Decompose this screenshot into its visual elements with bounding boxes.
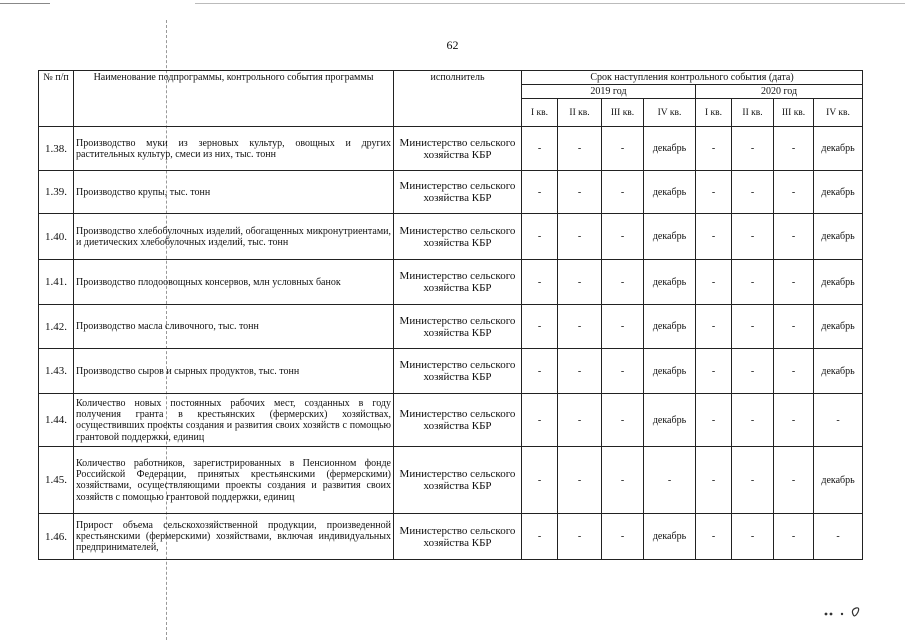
event-name: Производство масла сливочного, тыс. тонн	[74, 305, 394, 349]
quarter-value: -	[522, 260, 558, 305]
row-number: 1.42.	[39, 305, 74, 349]
row-number: 1.41.	[39, 260, 74, 305]
row-number: 1.38.	[39, 127, 74, 171]
header-quarter: II кв.	[558, 99, 602, 127]
quarter-value: -	[558, 349, 602, 394]
quarter-value: -	[602, 171, 644, 214]
header-executor: исполнитель	[394, 71, 522, 127]
quarter-value: -	[558, 394, 602, 447]
top-rule-left	[0, 3, 50, 4]
event-name: Производство муки из зерновых культур, овощных и других растительных культур, смеси из них, тыс. тонн	[74, 127, 394, 171]
quarter-value: -	[602, 447, 644, 514]
quarter-value: -	[696, 214, 732, 260]
quarter-value: -	[522, 394, 558, 447]
quarter-value: -	[732, 260, 774, 305]
header-quarter: III кв.	[774, 99, 814, 127]
quarter-value: -	[774, 349, 814, 394]
quarter-value: -	[696, 394, 732, 447]
quarter-value: -	[602, 514, 644, 560]
quarter-value: декабрь	[644, 394, 696, 447]
quarter-value: -	[814, 514, 863, 560]
executor: Министерство сельского хозяйства КБР	[394, 171, 522, 214]
quarter-value: -	[696, 349, 732, 394]
quarter-value: -	[696, 127, 732, 171]
header-quarter: I кв.	[522, 99, 558, 127]
executor: Министерство сельского хозяйства КБР	[394, 260, 522, 305]
quarter-value: -	[558, 514, 602, 560]
event-name: Производство плодоовощных консервов, млн условных банок	[74, 260, 394, 305]
table-row	[39, 394, 863, 447]
quarter-value: -	[696, 447, 732, 514]
event-name: Количество работников, зарегистрированных в Пенсионном фонде Российской Федерации, принятых крестьянскими (фермерскими) хозяйствами, осуществляющими проекты создания и развития своих хозяйств с помощью грантовой поддержки, единиц	[74, 447, 394, 514]
quarter-value: декабрь	[814, 447, 863, 514]
header-quarter: II кв.	[732, 99, 774, 127]
quarter-value: декабрь	[814, 171, 863, 214]
header-number: № п/п	[39, 71, 74, 127]
executor: Министерство сельского хозяйства КБР	[394, 305, 522, 349]
quarter-value: декабрь	[814, 305, 863, 349]
header-deadline: Срок наступления контрольного события (дата)	[522, 71, 863, 85]
header-year-2020: 2020 год	[696, 85, 863, 99]
executor: Министерство сельского хозяйства КБР	[394, 394, 522, 447]
quarter-value: -	[522, 127, 558, 171]
quarter-value: -	[732, 305, 774, 349]
executor: Министерство сельского хозяйства КБР	[394, 447, 522, 514]
table-row	[39, 305, 863, 349]
quarter-value: -	[558, 447, 602, 514]
quarter-value: -	[602, 349, 644, 394]
quarter-value: -	[558, 171, 602, 214]
quarter-value: -	[602, 214, 644, 260]
quarter-value: -	[602, 394, 644, 447]
quarter-value: -	[732, 127, 774, 171]
row-number: 1.43.	[39, 349, 74, 394]
quarter-value: -	[732, 514, 774, 560]
quarter-value: -	[602, 305, 644, 349]
quarter-value: декабрь	[644, 127, 696, 171]
table-row	[39, 514, 863, 560]
table-row	[39, 447, 863, 514]
quarter-value: -	[696, 171, 732, 214]
quarter-value: -	[774, 260, 814, 305]
quarter-value: декабрь	[644, 171, 696, 214]
quarter-value: декабрь	[814, 127, 863, 171]
quarter-value: -	[774, 214, 814, 260]
table-body	[39, 127, 863, 560]
quarter-value: -	[522, 171, 558, 214]
quarter-value: декабрь	[644, 260, 696, 305]
event-name: Количество новых постоянных рабочих мест, созданных в году получения гранта в крестьянских (фермерских) хозяйствах, осуществивших проекты создания и развития своих хозяйств с помощью грантовой поддержки, единиц	[74, 394, 394, 447]
quarter-value: -	[558, 127, 602, 171]
quarter-value: -	[558, 305, 602, 349]
quarter-value: -	[644, 447, 696, 514]
event-name: Производство сыров и сырных продуктов, тыс. тонн	[74, 349, 394, 394]
table-row	[39, 127, 863, 171]
quarter-value: -	[602, 127, 644, 171]
quarter-value: декабрь	[644, 305, 696, 349]
header-quarter: IV кв.	[814, 99, 863, 127]
quarter-value: -	[602, 260, 644, 305]
executor: Министерство сельского хозяйства КБР	[394, 514, 522, 560]
handwritten-mark-icon	[818, 604, 866, 620]
quarter-value: -	[732, 214, 774, 260]
executor: Министерство сельского хозяйства КБР	[394, 127, 522, 171]
quarter-value: -	[774, 171, 814, 214]
quarter-value: декабрь	[644, 514, 696, 560]
executor: Министерство сельского хозяйства КБР	[394, 349, 522, 394]
top-rule-right	[195, 3, 905, 4]
quarter-value: -	[774, 447, 814, 514]
scan-mark	[818, 604, 866, 624]
row-number: 1.40.	[39, 214, 74, 260]
event-name: Прирост объема сельскохозяйственной продукции, произведенной крестьянскими (фермерскими) хозяйствами, включая индивидуальных предпринимателей,	[74, 514, 394, 560]
quarter-value: декабрь	[644, 214, 696, 260]
row-number: 1.39.	[39, 171, 74, 214]
header-quarter: III кв.	[602, 99, 644, 127]
event-name: Производство крупы, тыс. тонн	[74, 171, 394, 214]
table-header	[39, 71, 863, 127]
header-quarter: I кв.	[696, 99, 732, 127]
header-year-2019: 2019 год	[522, 85, 696, 99]
quarter-value: -	[522, 305, 558, 349]
quarter-value: -	[696, 305, 732, 349]
quarter-value: декабрь	[814, 260, 863, 305]
executor: Министерство сельского хозяйства КБР	[394, 214, 522, 260]
header-quarter: IV кв.	[644, 99, 696, 127]
quarter-value: декабрь	[814, 214, 863, 260]
quarter-value: -	[522, 447, 558, 514]
quarter-value: -	[814, 394, 863, 447]
quarter-value: -	[732, 394, 774, 447]
quarter-value: -	[522, 214, 558, 260]
quarter-value: -	[732, 171, 774, 214]
page-number: 62	[446, 38, 459, 52]
quarter-value: -	[696, 514, 732, 560]
table-row	[39, 349, 863, 394]
quarter-value: -	[522, 349, 558, 394]
quarter-value: -	[774, 305, 814, 349]
quarter-value: -	[774, 394, 814, 447]
quarter-value: декабрь	[814, 349, 863, 394]
quarter-value: -	[558, 214, 602, 260]
quarter-value: -	[696, 260, 732, 305]
table-row	[39, 171, 863, 214]
quarter-value: -	[732, 349, 774, 394]
table-row	[39, 214, 863, 260]
row-number: 1.45.	[39, 447, 74, 514]
quarter-value: -	[522, 514, 558, 560]
quarter-value: -	[774, 514, 814, 560]
header-name: Наименование подпрограммы, контрольного события программы	[74, 71, 394, 127]
row-number: 1.44.	[39, 394, 74, 447]
quarter-value: -	[774, 127, 814, 171]
table-row	[39, 260, 863, 305]
quarter-value: -	[558, 260, 602, 305]
row-number: 1.46.	[39, 514, 74, 560]
quarter-value: декабрь	[644, 349, 696, 394]
event-name: Производство хлебобулочных изделий, обогащенных микронутриентами, и диетических хлебобулочных изделий, тыс. тонн	[74, 214, 394, 260]
control-events-table	[38, 70, 863, 560]
quarter-value: -	[732, 447, 774, 514]
